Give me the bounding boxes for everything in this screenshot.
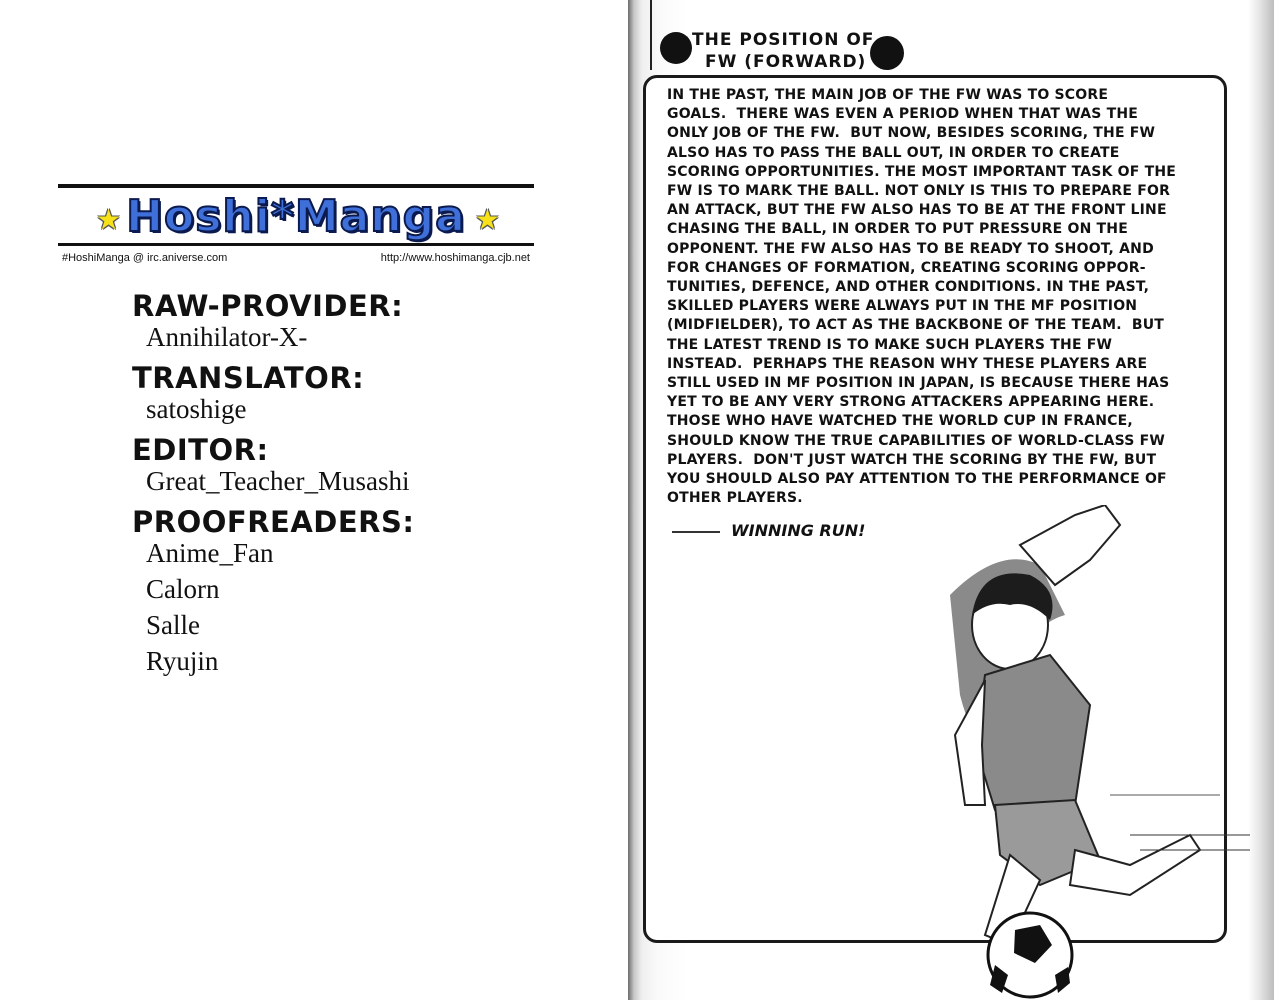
frame-line — [650, 0, 652, 70]
bullet-dot-icon — [660, 32, 692, 64]
role-translator: TRANSLATOR: — [132, 361, 365, 395]
logo-text: Hoshi*Manga — [126, 191, 466, 242]
credit-name: Calorn — [146, 574, 220, 604]
article-title-line1: THE POSITION OF — [692, 30, 875, 50]
credit-name: Annihilator-X- — [146, 322, 308, 352]
credit-name: Anime_Fan — [146, 538, 274, 568]
role-raw-provider: RAW-PROVIDER: — [132, 289, 404, 323]
credit-name: Ryujin — [146, 646, 219, 676]
website-url: http://www.hoshimanga.cjb.net — [380, 252, 530, 264]
article-title-line2: FW (FORWARD) — [705, 52, 867, 72]
role-proofreaders: PROOFREADERS: — [132, 505, 415, 539]
article-body: IN THE PAST, THE MAIN JOB OF THE FW WAS TO SCORE GOALS. THERE WAS EVEN A PERIOD WHEN THAT WAS THE ONLY JOB OF THE FW. BUT NOW, BESIDES SCORING, THE FW ALSO HAS TO PASS THE BALL OUT, IN ORDER TO CREATE SCORING OPPORTUNITIES. THE MOST IMPORTANT TASK OF THE FW IS TO MARK THE BALL. NOT ONLY IS THIS TO PREPARE FOR AN ATTACK, BUT THE FW ALSO HAS TO BE AT THE FRONT LINE CHASING THE BALL, IN ORDER TO PUT PRESSURE ON THE OPPONENT. THE FW ALSO HAS TO BE READY TO SHOOT, AND FOR CHANGES OF FORMATION, CREATING SCORING OPPOR- TUNITIES, DEFENCE, AND OTHER CONDITIONS. IN THE PAST, SKILLED PLAYERS WERE ALWAYS PUT IN THE MF POSITION (MIDFIELDER), TO ACT AS THE BACKBONE OF THE TEAM. BUT THE LATEST TREND IS TO MAKE SUCH PLAYERS THE FW INSTEAD. PERHAPS THE REASON WHY THESE PLAYERS ARE STILL USED IN MF POSITION IN JAPAN, IS BECAUSE THERE HAS YET TO BE ANY VERY STRONG ATTACKERS APPEARING HERE. THOSE WHO HAVE WATCHED THE WORLD CUP IN FRANCE, SHOULD KNOW THE TRUE CAPABILITIES OF WORLD-CLASS FW PLAYERS. DON'T JUST WATCH THE SCORING BY THE FW, BUT YOU SHOULD ALSO PAY ATTENTION TO THE PERFORMANCE OF OTHER PLAYERS. — [667, 87, 1177, 507]
role-editor: EDITOR: — [132, 433, 269, 467]
star-icon: ★ — [96, 203, 122, 236]
soccer-player-illustration — [890, 505, 1250, 1000]
signature-dash — [672, 531, 720, 533]
credits-page — [0, 0, 628, 1000]
article-signature: WINNING RUN! — [731, 521, 866, 540]
star-icon: ★ — [474, 203, 500, 236]
credit-name: Great_Teacher_Musashi — [146, 466, 410, 496]
credit-name: satoshige — [146, 394, 247, 424]
irc-channel: #HoshiManga @ irc.aniverse.com — [62, 252, 228, 264]
hoshi-manga-logo — [58, 191, 534, 243]
logo-top-rule — [58, 184, 534, 188]
credit-name: Salle — [146, 610, 200, 640]
logo-bottom-rule — [58, 243, 534, 246]
bullet-dot-icon — [870, 36, 904, 70]
page-edge — [1248, 0, 1274, 1000]
